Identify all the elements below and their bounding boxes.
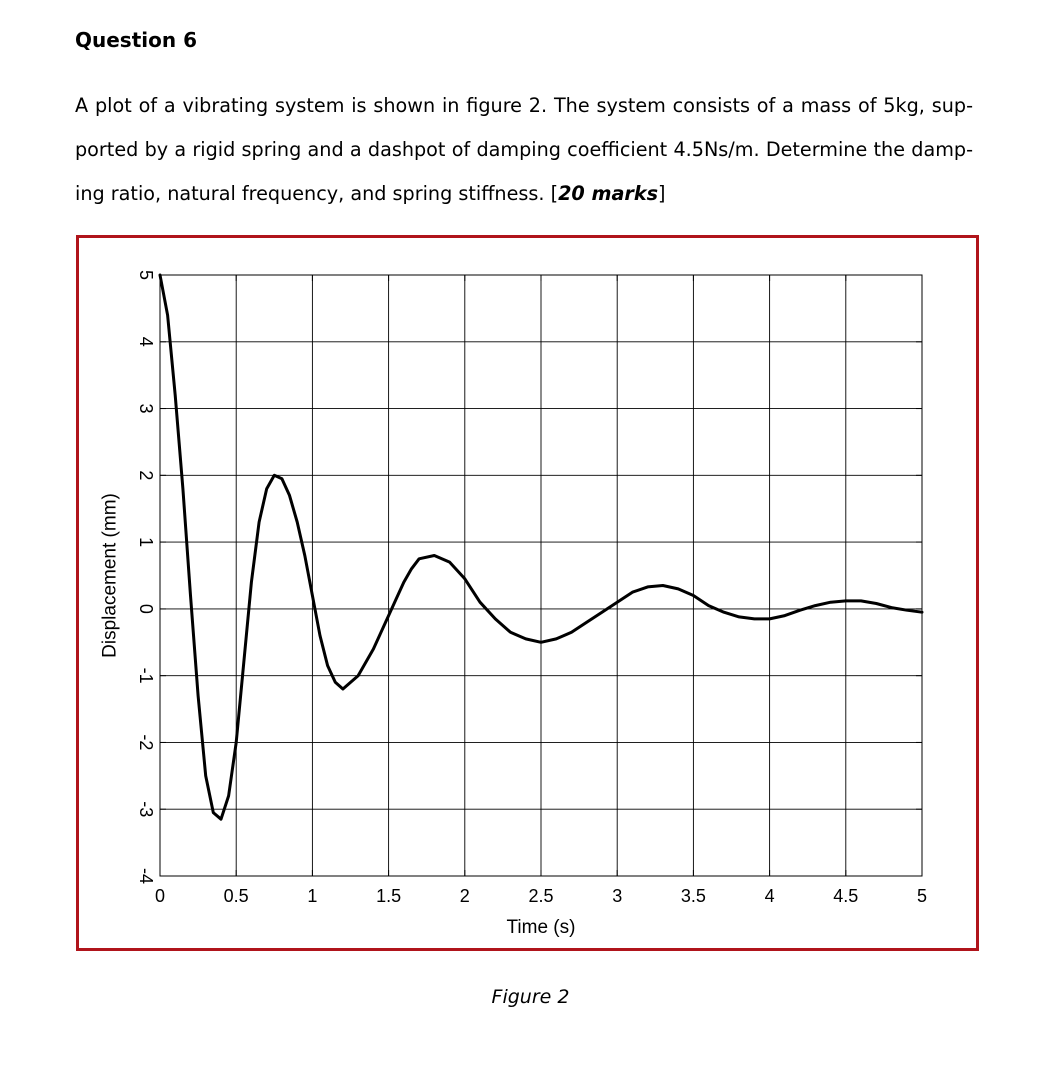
x-tick-label: 4: [764, 886, 775, 906]
y-tick-label: -3: [136, 801, 156, 818]
y-tick-label: -1: [136, 667, 156, 684]
y-axis-label: Displacement (mm): [99, 493, 121, 658]
question-title: Question 6: [75, 28, 197, 52]
x-tick-label: 1: [307, 886, 318, 906]
x-tick-label: 3: [612, 886, 623, 906]
x-tick-label: 3.5: [680, 886, 706, 906]
x-tick-label: 0.5: [223, 886, 249, 906]
figure-frame: [76, 235, 979, 951]
y-tick-label: 1: [136, 537, 156, 548]
y-tick-label: 4: [136, 336, 156, 347]
grid: [160, 275, 922, 876]
tick-labels: [136, 270, 927, 906]
x-tick-label: 5: [916, 886, 928, 906]
x-tick-label: 4.5: [833, 886, 859, 906]
question-text-end: ]: [658, 182, 666, 205]
y-tick-label: 5: [136, 269, 156, 281]
y-tick-label: -4: [136, 867, 156, 885]
y-tick-label: 0: [136, 603, 156, 614]
question-marks: 20 marks: [558, 182, 659, 205]
x-axis-label: Time (s): [506, 917, 576, 938]
y-tick-label: 2: [136, 470, 156, 481]
question-text: [75, 84, 973, 216]
x-tick-label: 1.5: [376, 886, 402, 906]
y-tick-label: 3: [136, 403, 156, 414]
x-tick-label: 2: [459, 886, 470, 906]
damped-vibration-chart: [79, 238, 976, 948]
y-tick-label: -2: [136, 734, 156, 751]
x-tick-label: 0: [154, 886, 166, 906]
figure-caption: Figure 2: [491, 986, 570, 1008]
question-body: A plot of a vibrating system is shown in figure 2. The system consists of a mass of 5kg, sup-ported by a rigid spring and a dashpot of damping coefficient 4.5Ns/m. Determine the damp-ing ratio, natural frequency, and spring stiffness. [: [75, 94, 973, 205]
x-tick-label: 2.5: [528, 886, 554, 906]
